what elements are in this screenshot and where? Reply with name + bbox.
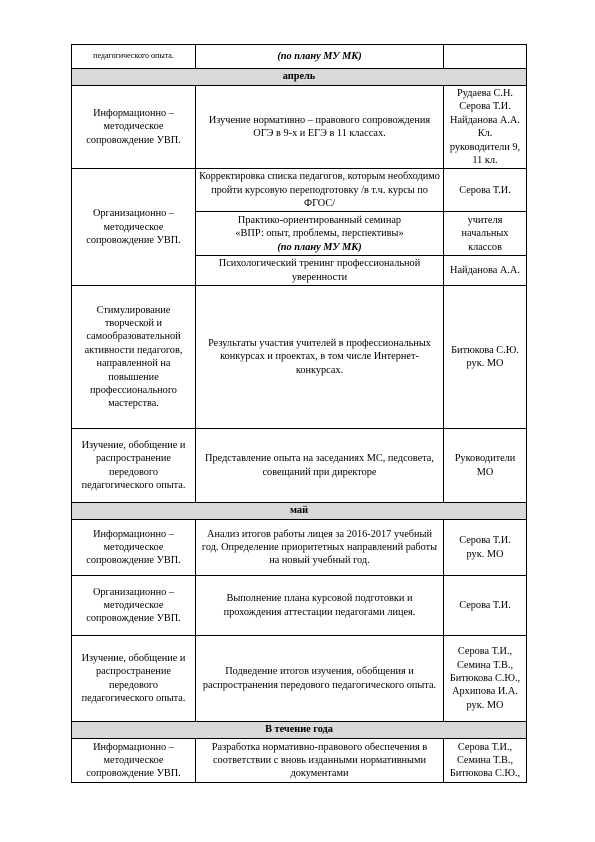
responsible-name: Серова Т.И. bbox=[459, 535, 511, 547]
table-row bbox=[72, 286, 527, 429]
month-header-april bbox=[72, 69, 527, 86]
responsible-name: Семина Т.В., bbox=[456, 754, 514, 766]
responsible-cell bbox=[444, 286, 527, 429]
activity-cell: Организационно – методическое сопровождение УВП. bbox=[72, 576, 196, 636]
responsible-name: рук. МО bbox=[466, 548, 504, 560]
responsible-cell bbox=[444, 520, 527, 576]
responsible-cell bbox=[444, 739, 527, 783]
content-cell: Подведение итогов изучения, обобщения и распространения передового педагогического опыта. bbox=[196, 636, 444, 722]
responsible-name: Серова Т.И. bbox=[459, 101, 511, 113]
content-cell: Разработка нормативно-правового обеспечения в соответствии с вновь изданными нормативными документами bbox=[196, 739, 444, 783]
content-cell: Корректировка списка педагогов, которым необходимо пройти курсовую переподготовку /в т.ч. курсы по ФГОС/ bbox=[196, 169, 444, 212]
table-row bbox=[72, 520, 527, 576]
content-cell: Выполнение плана курсовой подготовки и прохождения аттестации педагогами лицея. bbox=[196, 576, 444, 636]
table-row bbox=[72, 429, 527, 503]
responsible-cell: Серова Т.И. bbox=[444, 576, 527, 636]
responsible-cell bbox=[444, 86, 527, 169]
responsible-cell: Руководители МО bbox=[444, 429, 527, 503]
responsible-cell bbox=[444, 212, 527, 256]
month-label: апрель bbox=[72, 69, 527, 86]
responsible-name: Серова Т.И., bbox=[457, 741, 513, 753]
responsible-name: Серова Т.И., bbox=[457, 646, 513, 658]
table-row bbox=[72, 576, 527, 636]
responsible-name: рук. МО bbox=[466, 699, 504, 711]
seminar-title: Практико-ориентированный семинар bbox=[237, 214, 402, 226]
content-cell bbox=[196, 45, 444, 69]
activity-cell: Информационно – методическое сопровождение УВП. bbox=[72, 86, 196, 169]
plan-note: (по плану МУ МК) bbox=[277, 241, 362, 253]
activity-cell: Изучение, обобщение и распространение передового педагогического опыта. bbox=[72, 429, 196, 503]
month-header-may bbox=[72, 503, 527, 520]
activity-cell: Стимулирование творческой и самообразовательной активности педагогов, направленной на повышение профессионального мастерства. bbox=[72, 286, 196, 429]
responsible-name: Рудаева С.Н. bbox=[457, 88, 513, 99]
responsible-name: Битюкова С.Ю. bbox=[451, 344, 519, 356]
content-cell: Анализ итогов работы лицея за 2016-2017 учебный год. Определение приоритетных направлений работы на новый учебный год. bbox=[196, 520, 444, 576]
responsible-name: Найданова А.А. bbox=[450, 114, 520, 126]
responsible-name: Битюкова С.Ю., bbox=[449, 768, 521, 780]
table-row bbox=[72, 86, 527, 169]
responsible-cell: Серова Т.И. bbox=[444, 169, 527, 212]
seminar-topic: «ВПР: опыт, проблемы, перспективы» bbox=[235, 228, 404, 240]
content-cell: Результаты участия учителей в профессиональных конкурсах и проектах, в том числе Интернет-конкурсах. bbox=[196, 286, 444, 429]
responsible-name: Семина Т.В., bbox=[456, 659, 514, 671]
responsible-name: рук. МО bbox=[466, 358, 504, 370]
content-cell: Изучение нормативно – правового сопровождения ОГЭ в 9-х и ЕГЭ в 11 классах. bbox=[196, 86, 444, 169]
activity-cell: Информационно – методическое сопровождение УВП. bbox=[72, 520, 196, 576]
responsible-name: учителя bbox=[467, 214, 503, 226]
responsible-name: Архипова И.А. bbox=[452, 686, 518, 698]
activity-cell: Организационно – методическое сопровождение УВП. bbox=[72, 169, 196, 286]
table-row bbox=[72, 636, 527, 722]
responsible-name: начальных bbox=[461, 228, 509, 240]
plan-table bbox=[71, 44, 527, 783]
responsible-cell bbox=[444, 636, 527, 722]
activity-cell: Информационно – методическое сопровождение УВП. bbox=[72, 739, 196, 783]
activity-cell: педагогического опыта. bbox=[72, 45, 196, 69]
month-label: В течение года bbox=[72, 722, 527, 739]
table-row bbox=[72, 169, 527, 212]
month-header-year bbox=[72, 722, 527, 739]
responsible-name: классов bbox=[468, 241, 502, 253]
plan-note: (по плану МУ МК) bbox=[277, 50, 362, 62]
content-cell: Представление опыта на заседаниях МС, педсовета, совещаний при директоре bbox=[196, 429, 444, 503]
responsible-cell bbox=[444, 45, 527, 69]
table-row bbox=[72, 739, 527, 783]
responsible-name: Битюкова С.Ю., bbox=[449, 672, 521, 684]
responsible-name: Кл. руководители 9, 11 кл. bbox=[449, 128, 521, 166]
month-label: май bbox=[72, 503, 527, 520]
responsible-cell: Найданова А.А. bbox=[444, 256, 527, 286]
activity-cell: Изучение, обобщение и распространение передового педагогического опыта. bbox=[72, 636, 196, 722]
content-cell bbox=[196, 212, 444, 256]
content-cell: Психологический тренинг профессиональной уверенности bbox=[196, 256, 444, 286]
table-row bbox=[72, 45, 527, 69]
